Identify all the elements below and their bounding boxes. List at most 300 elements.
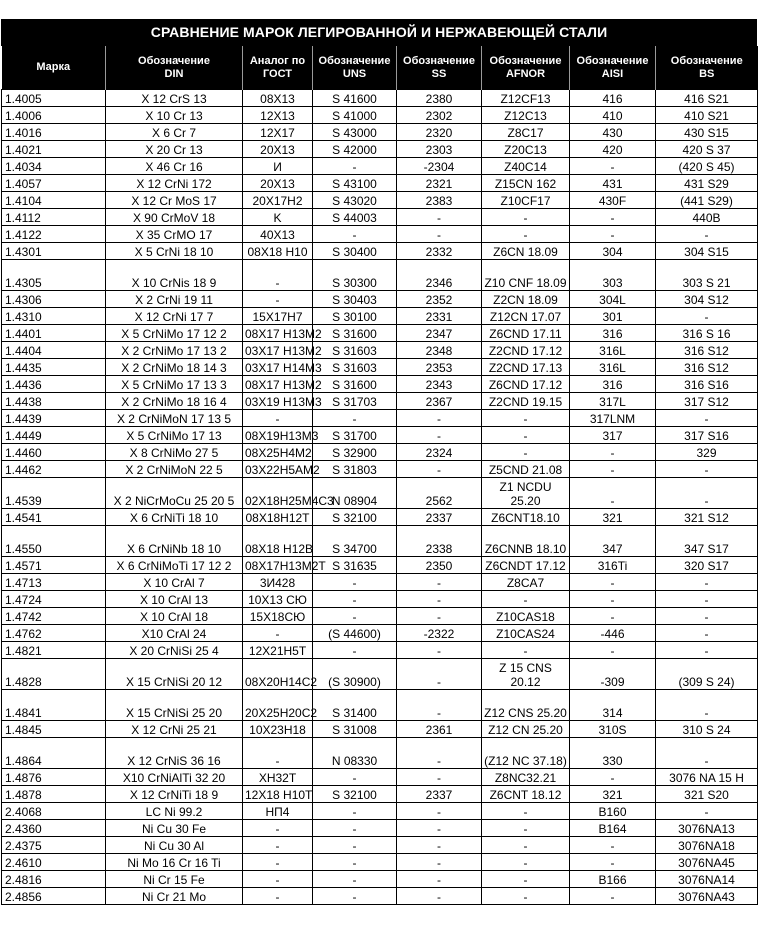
cell-bs: - — [656, 461, 758, 478]
cell-uns: (S 44600) — [313, 625, 397, 642]
column-header-aisi — [570, 46, 656, 90]
cell-bs: 3076NA18 — [656, 837, 758, 854]
column-header-line: UNS — [342, 67, 367, 80]
cell-afnor: - — [482, 837, 570, 854]
cell-afnor: - — [482, 591, 570, 608]
column-header-bs — [656, 46, 758, 90]
table-row — [2, 342, 758, 359]
column-header-ss — [397, 46, 482, 90]
cell-mark: 1.4057 — [2, 175, 106, 192]
cell-din: X 10 CrAl 7 — [106, 574, 243, 591]
cell-afnor: - — [482, 871, 570, 888]
cell-bs: (420 S 45) — [656, 158, 758, 175]
cell-uns: - — [313, 820, 397, 837]
cell-din: X 6 CrNiMoTi 17 12 2 — [106, 557, 243, 574]
cell-din: X 10 CrAl 18 — [106, 608, 243, 625]
cell-aisi: 314 — [570, 690, 656, 721]
cell-bs: - — [656, 591, 758, 608]
table-row — [2, 659, 758, 690]
cell-mark: 2.4068 — [2, 803, 106, 820]
cell-bs: - — [656, 478, 758, 509]
cell-din: X 5 CrNiMo 17 13 3 — [106, 376, 243, 393]
cell-uns: - — [313, 591, 397, 608]
cell-aisi: 316 — [570, 325, 656, 342]
cell-ss: - — [397, 461, 482, 478]
table-row — [2, 854, 758, 871]
cell-uns: S 32900 — [313, 444, 397, 461]
cell-ss: - — [397, 820, 482, 837]
cell-mark: 1.4439 — [2, 410, 106, 427]
column-header-line: SS — [431, 67, 447, 80]
cell-ss: - — [397, 427, 482, 444]
cell-aisi: 347 — [570, 526, 656, 557]
cell-din: X 46 Cr 16 — [106, 158, 243, 175]
cell-bs: 3076 NA 15 H — [656, 769, 758, 786]
cell-bs: 316 S12 — [656, 359, 758, 376]
cell-ss: 2321 — [397, 175, 482, 192]
cell-aisi: 304 — [570, 243, 656, 260]
table-row — [2, 192, 758, 209]
cell-mark: 1.4112 — [2, 209, 106, 226]
cell-aisi: 316L — [570, 342, 656, 359]
cell-afnor: Z12CN 17.07 — [482, 308, 570, 325]
cell-ss: - — [397, 769, 482, 786]
cell-ss: 2380 — [397, 90, 482, 107]
cell-gost: - — [243, 410, 313, 427]
cell-aisi: 410 — [570, 107, 656, 124]
cell-aisi: 321 — [570, 509, 656, 526]
cell-gost: 08X18H12T — [243, 509, 313, 526]
cell-gost: 12X21H5T — [243, 642, 313, 659]
cell-ss: - — [397, 803, 482, 820]
cell-bs: - — [656, 690, 758, 721]
cell-afnor: Z10CAS24 — [482, 625, 570, 642]
cell-mark: 1.4449 — [2, 427, 106, 444]
cell-afnor: Z10 CNF 18.09 — [482, 260, 570, 291]
cell-ss: - — [397, 226, 482, 243]
cell-mark: 1.4301 — [2, 243, 106, 260]
cell-ss: -2322 — [397, 625, 482, 642]
cell-uns: - — [313, 574, 397, 591]
cell-afnor: Z2CN 18.09 — [482, 291, 570, 308]
cell-mark: 1.4435 — [2, 359, 106, 376]
cell-aisi: - — [570, 837, 656, 854]
table-row — [2, 888, 758, 905]
cell-din: X 2 CrNiMo 17 13 2 — [106, 342, 243, 359]
cell-bs: 310 S 24 — [656, 721, 758, 738]
cell-gost: 20X17H2 — [243, 192, 313, 209]
cell-mark: 2.4360 — [2, 820, 106, 837]
cell-din: X 2 CrNiMo 18 16 4 — [106, 393, 243, 410]
cell-afnor: - — [482, 642, 570, 659]
cell-bs: 317 S12 — [656, 393, 758, 410]
cell-mark: 1.4878 — [2, 786, 106, 803]
cell-gost: 08X25H4M2 — [243, 444, 313, 461]
cell-bs: 316 S16 — [656, 376, 758, 393]
cell-ss: - — [397, 871, 482, 888]
cell-gost: XH32T — [243, 769, 313, 786]
table-row — [2, 107, 758, 124]
table-row — [2, 526, 758, 557]
table-row — [2, 291, 758, 308]
cell-mark: 2.4610 — [2, 854, 106, 871]
cell-din: X10 CrNiAlTi 32 20 — [106, 769, 243, 786]
cell-ss: 2346 — [397, 260, 482, 291]
table-row — [2, 243, 758, 260]
cell-ss: 2367 — [397, 393, 482, 410]
cell-gost: - — [243, 738, 313, 769]
cell-aisi: - — [570, 888, 656, 905]
column-header-line: Обозначение — [489, 54, 562, 67]
cell-aisi: 416 — [570, 90, 656, 107]
cell-din: X 2 CrNiMoN 17 13 5 — [106, 410, 243, 427]
column-header-line: ГОСТ — [262, 67, 293, 80]
cell-mark: 1.4310 — [2, 308, 106, 325]
cell-aisi: - — [570, 769, 656, 786]
cell-ss: - — [397, 690, 482, 721]
cell-din: LC Ni 99.2 — [106, 803, 243, 820]
cell-aisi: 304L — [570, 291, 656, 308]
cell-ss: 2348 — [397, 342, 482, 359]
cell-din: X 2 NiCrMoCu 25 20 5 — [106, 478, 243, 509]
cell-mark: 1.4404 — [2, 342, 106, 359]
cell-din: X 2 CrNi 19 11 — [106, 291, 243, 308]
cell-din: X 90 CrMoV 18 — [106, 209, 243, 226]
column-header-line: Обозначение — [576, 54, 649, 67]
cell-ss: - — [397, 837, 482, 854]
column-header-mark — [2, 46, 106, 90]
cell-din: X 35 CrMO 17 — [106, 226, 243, 243]
cell-gost: - — [243, 854, 313, 871]
cell-mark: 1.4828 — [2, 659, 106, 690]
cell-uns: S 34700 — [313, 526, 397, 557]
table-row — [2, 769, 758, 786]
cell-aisi: 301 — [570, 308, 656, 325]
table-row — [2, 393, 758, 410]
cell-din: X 12 CrS 13 — [106, 90, 243, 107]
cell-bs: - — [656, 308, 758, 325]
cell-din: X 5 CrNi 18 10 — [106, 243, 243, 260]
cell-mark: 1.4571 — [2, 557, 106, 574]
cell-bs: 416 S21 — [656, 90, 758, 107]
cell-aisi: 317LNM — [570, 410, 656, 427]
cell-mark: 1.4462 — [2, 461, 106, 478]
cell-afnor: Z20C13 — [482, 141, 570, 158]
column-header-line: Марка — [36, 61, 71, 73]
cell-aisi: -309 — [570, 659, 656, 690]
cell-gost: - — [243, 888, 313, 905]
cell-bs: 316 S12 — [656, 342, 758, 359]
table-row — [2, 325, 758, 342]
cell-bs: 316 S 16 — [656, 325, 758, 342]
table-row — [2, 721, 758, 738]
cell-uns: S 31803 — [313, 461, 397, 478]
cell-ss: 2324 — [397, 444, 482, 461]
cell-uns: - — [313, 642, 397, 659]
cell-gost: 3И428 — [243, 574, 313, 591]
cell-aisi: - — [570, 478, 656, 509]
cell-ss: 2303 — [397, 141, 482, 158]
cell-afnor: - — [482, 209, 570, 226]
cell-din: Ni Cr 21 Mo — [106, 888, 243, 905]
cell-bs: 430 S15 — [656, 124, 758, 141]
cell-bs: - — [656, 226, 758, 243]
cell-bs: 304 S12 — [656, 291, 758, 308]
cell-bs: - — [656, 803, 758, 820]
cell-afnor: Z2CND 19.15 — [482, 393, 570, 410]
cell-gost: 08X18 H12B — [243, 526, 313, 557]
cell-aisi: 316Ti — [570, 557, 656, 574]
table-row — [2, 158, 758, 175]
cell-bs: - — [656, 410, 758, 427]
cell-aisi: - — [570, 158, 656, 175]
cell-bs: 410 S21 — [656, 107, 758, 124]
cell-din: X 12 CrNiTi 18 9 — [106, 786, 243, 803]
cell-aisi: - — [570, 642, 656, 659]
table-row — [2, 461, 758, 478]
cell-gost: 03X22H5AM2 — [243, 461, 313, 478]
cell-gost: 12X17 — [243, 124, 313, 141]
cell-gost: 20X13 — [243, 175, 313, 192]
table-row — [2, 837, 758, 854]
table-row — [2, 427, 758, 444]
cell-aisi: - — [570, 209, 656, 226]
cell-aisi: 303 — [570, 260, 656, 291]
cell-gost: 10X23H18 — [243, 721, 313, 738]
cell-gost: 08X17H13M2T — [243, 557, 313, 574]
cell-uns: S 30100 — [313, 308, 397, 325]
cell-uns: - — [313, 410, 397, 427]
cell-mark: 1.4006 — [2, 107, 106, 124]
table-row — [2, 410, 758, 427]
cell-ss: 2347 — [397, 325, 482, 342]
cell-aisi: 316L — [570, 359, 656, 376]
cell-ss: - — [397, 574, 482, 591]
cell-aisi: - — [570, 226, 656, 243]
table-row — [2, 141, 758, 158]
column-header-line: Обозначение — [670, 54, 743, 67]
cell-din: X 20 Cr 13 — [106, 141, 243, 158]
column-header-line: AFNOR — [505, 67, 546, 80]
cell-uns: S 41600 — [313, 90, 397, 107]
cell-afnor: - — [482, 427, 570, 444]
cell-bs: - — [656, 608, 758, 625]
table-header-row — [2, 46, 758, 90]
cell-uns: S 31600 — [313, 376, 397, 393]
cell-mark: 1.4742 — [2, 608, 106, 625]
cell-din: X 10 CrNis 18 9 — [106, 260, 243, 291]
cell-bs: 431 S29 — [656, 175, 758, 192]
cell-uns: S 31703 — [313, 393, 397, 410]
table-row — [2, 90, 758, 107]
cell-uns: - — [313, 871, 397, 888]
table-row — [2, 175, 758, 192]
column-header-line: Аналог по — [249, 54, 306, 67]
cell-uns: N 08330 — [313, 738, 397, 769]
table-row — [2, 574, 758, 591]
table-row — [2, 124, 758, 141]
cell-din: X 15 CrNiSi 25 20 — [106, 690, 243, 721]
cell-mark: 1.4438 — [2, 393, 106, 410]
cell-ss: - — [397, 209, 482, 226]
cell-afnor: Z6CNT18.10 — [482, 509, 570, 526]
cell-gost: 08X17 H13M2 — [243, 325, 313, 342]
cell-gost: 20X25H20C2 — [243, 690, 313, 721]
cell-ss: 2332 — [397, 243, 482, 260]
cell-aisi: 310S — [570, 721, 656, 738]
cell-gost: 40X13 — [243, 226, 313, 243]
cell-uns: - — [313, 769, 397, 786]
cell-afnor: Z12 CN 25.20 — [482, 721, 570, 738]
cell-ss: 2337 — [397, 786, 482, 803]
cell-afnor: Z8C17 — [482, 124, 570, 141]
table-row — [2, 478, 758, 509]
cell-afnor: - — [482, 820, 570, 837]
cell-bs: 303 S 21 — [656, 260, 758, 291]
cell-afnor: - — [482, 803, 570, 820]
cell-aisi: - — [570, 461, 656, 478]
cell-gost: 08X13 — [243, 90, 313, 107]
steel-comparison-sheet — [1, 19, 757, 905]
table-row — [2, 557, 758, 574]
cell-din: Ni Cu 30 Al — [106, 837, 243, 854]
cell-din: X 12 CrNi 17 7 — [106, 308, 243, 325]
cell-gost: 03X17 H13M2 — [243, 342, 313, 359]
cell-ss: 2350 — [397, 557, 482, 574]
cell-afnor: Z6CND 17.11 — [482, 325, 570, 342]
cell-uns: S 32100 — [313, 786, 397, 803]
cell-afnor: Z8CA7 — [482, 574, 570, 591]
cell-gost: И — [243, 158, 313, 175]
cell-mark: 1.4401 — [2, 325, 106, 342]
cell-aisi: 317 — [570, 427, 656, 444]
cell-gost: 03X17 H14M3 — [243, 359, 313, 376]
cell-din: X 12 CrNiS 36 16 — [106, 738, 243, 769]
cell-mark: 1.4104 — [2, 192, 106, 209]
cell-ss: - — [397, 888, 482, 905]
cell-uns: S 32100 — [313, 509, 397, 526]
cell-din: X 20 CrNiSi 25 4 — [106, 642, 243, 659]
cell-ss: 2320 — [397, 124, 482, 141]
cell-afnor: Z12C13 — [482, 107, 570, 124]
cell-ss: - — [397, 854, 482, 871]
cell-din: Ni Mo 16 Cr 16 Ti — [106, 854, 243, 871]
cell-mark: 1.4864 — [2, 738, 106, 769]
cell-mark: 1.4845 — [2, 721, 106, 738]
column-header-line: AISI — [601, 67, 624, 80]
cell-din: X 15 CrNiSi 20 12 — [106, 659, 243, 690]
cell-din: X 6 CrNiNb 18 10 — [106, 526, 243, 557]
cell-din: X 5 CrNiMo 17 13 — [106, 427, 243, 444]
cell-gost: 08X18 H10 — [243, 243, 313, 260]
cell-mark: 2.4375 — [2, 837, 106, 854]
column-header-gost — [243, 46, 313, 90]
cell-afnor: Z10CF17 — [482, 192, 570, 209]
cell-din: X 2 CrNiMoN 22 5 — [106, 461, 243, 478]
column-header-line: DIN — [164, 67, 184, 80]
cell-bs: 321 S20 — [656, 786, 758, 803]
column-header-line: Обозначение — [403, 54, 475, 67]
cell-gost: 20X13 — [243, 141, 313, 158]
cell-uns: S 42000 — [313, 141, 397, 158]
cell-bs: (309 S 24) — [656, 659, 758, 690]
cell-afnor: (Z12 NC 37.18) — [482, 738, 570, 769]
cell-din: Ni Cu 30 Fe — [106, 820, 243, 837]
cell-mark: 1.4305 — [2, 260, 106, 291]
column-header-afnor — [482, 46, 570, 90]
cell-mark: 1.4762 — [2, 625, 106, 642]
cell-aisi: 431 — [570, 175, 656, 192]
table-row — [2, 690, 758, 721]
cell-afnor: Z6CN 18.09 — [482, 243, 570, 260]
cell-aisi: 316 — [570, 376, 656, 393]
cell-uns: - — [313, 608, 397, 625]
cell-mark: 1.4821 — [2, 642, 106, 659]
cell-ss: - — [397, 738, 482, 769]
cell-bs: 3076NA45 — [656, 854, 758, 871]
cell-mark: 1.4713 — [2, 574, 106, 591]
cell-gost: 12X13 — [243, 107, 313, 124]
cell-afnor: Z6CNDT 17.12 — [482, 557, 570, 574]
cell-ss: 2337 — [397, 509, 482, 526]
cell-uns: S 30300 — [313, 260, 397, 291]
table-row — [2, 444, 758, 461]
cell-din: Ni Cr 15 Fe — [106, 871, 243, 888]
table-row — [2, 359, 758, 376]
cell-bs: 347 S17 — [656, 526, 758, 557]
table-row — [2, 642, 758, 659]
cell-bs: 420 S 37 — [656, 141, 758, 158]
cell-bs: - — [656, 642, 758, 659]
table-row — [2, 786, 758, 803]
table-row — [2, 260, 758, 291]
cell-ss: 2383 — [397, 192, 482, 209]
cell-afnor: Z40C14 — [482, 158, 570, 175]
cell-gost: 08X19H13M3 — [243, 427, 313, 444]
cell-mark: 1.4550 — [2, 526, 106, 557]
cell-bs: - — [656, 574, 758, 591]
table-row — [2, 226, 758, 243]
cell-uns: S 31008 — [313, 721, 397, 738]
cell-mark: 1.4541 — [2, 509, 106, 526]
cell-mark: 1.4034 — [2, 158, 106, 175]
table-row — [2, 509, 758, 526]
cell-aisi: 321 — [570, 786, 656, 803]
cell-ss: - — [397, 608, 482, 625]
cell-bs: 3076NA43 — [656, 888, 758, 905]
cell-ss: 2353 — [397, 359, 482, 376]
cell-din: X 6 CrNiTi 18 10 — [106, 509, 243, 526]
cell-aisi: - — [570, 608, 656, 625]
cell-aisi: - — [570, 854, 656, 871]
cell-uns: S 43020 — [313, 192, 397, 209]
cell-ss: 2562 — [397, 478, 482, 509]
cell-gost: 15X17H7 — [243, 308, 313, 325]
cell-uns: S 30400 — [313, 243, 397, 260]
cell-aisi: B160 — [570, 803, 656, 820]
cell-gost: - — [243, 625, 313, 642]
cell-afnor: - — [482, 410, 570, 427]
cell-aisi: 420 — [570, 141, 656, 158]
cell-ss: 2352 — [397, 291, 482, 308]
cell-aisi: 430F — [570, 192, 656, 209]
table-row — [2, 376, 758, 393]
cell-ss: 2343 — [397, 376, 482, 393]
cell-ss: 2338 — [397, 526, 482, 557]
cell-aisi: - — [570, 591, 656, 608]
cell-din: X10 CrAl 24 — [106, 625, 243, 642]
cell-afnor: Z6CND 17.12 — [482, 376, 570, 393]
